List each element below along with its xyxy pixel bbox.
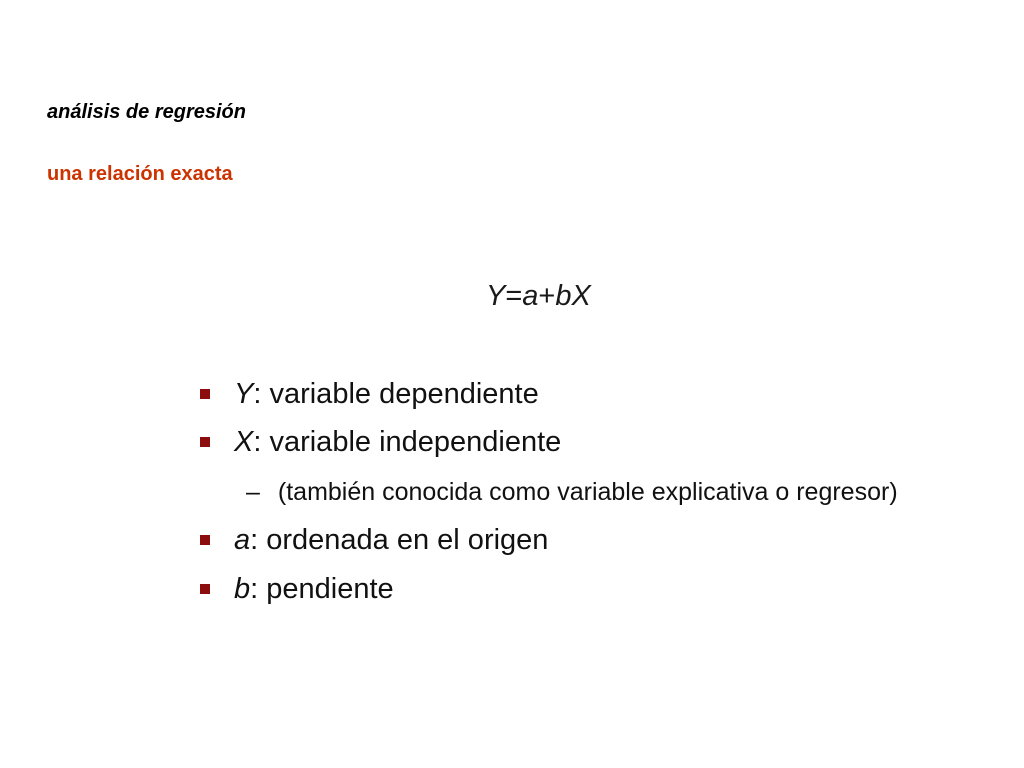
bullet-item-y [200, 376, 539, 412]
equation-equals: = [505, 280, 523, 312]
slide-title: análisis de regresión [47, 101, 246, 123]
square-bullet-icon [200, 437, 210, 447]
bullet-symbol: X [234, 426, 254, 458]
bullet-item-a [200, 522, 548, 558]
equation-a: a [522, 280, 539, 312]
square-bullet-icon [200, 535, 210, 545]
bullet-text: : pendiente [250, 573, 394, 605]
bullet-text: : ordenada en el origen [250, 524, 549, 556]
bullet-symbol: b [234, 573, 251, 605]
bullet-item-x [200, 424, 561, 460]
equation-y: Y [486, 280, 506, 312]
bullet-symbol: a [234, 524, 251, 556]
bullet-symbol: Y [234, 378, 254, 410]
sub-bullet-text: (también conocida como variable explicativa o regresor) [277, 478, 898, 506]
square-bullet-icon [200, 584, 210, 594]
bullet-item-b [200, 571, 394, 607]
slide-subtitle: una relación exacta [47, 163, 233, 185]
equation-b: b [555, 280, 572, 312]
bullet-text: : variable dependiente [253, 378, 539, 410]
equation-x: X [571, 280, 591, 312]
square-bullet-icon [200, 389, 210, 399]
equation-plus: + [538, 280, 556, 312]
bullet-text: : variable independiente [253, 426, 562, 458]
dash-bullet-icon: – [246, 478, 260, 506]
sub-bullet-item [246, 476, 898, 508]
